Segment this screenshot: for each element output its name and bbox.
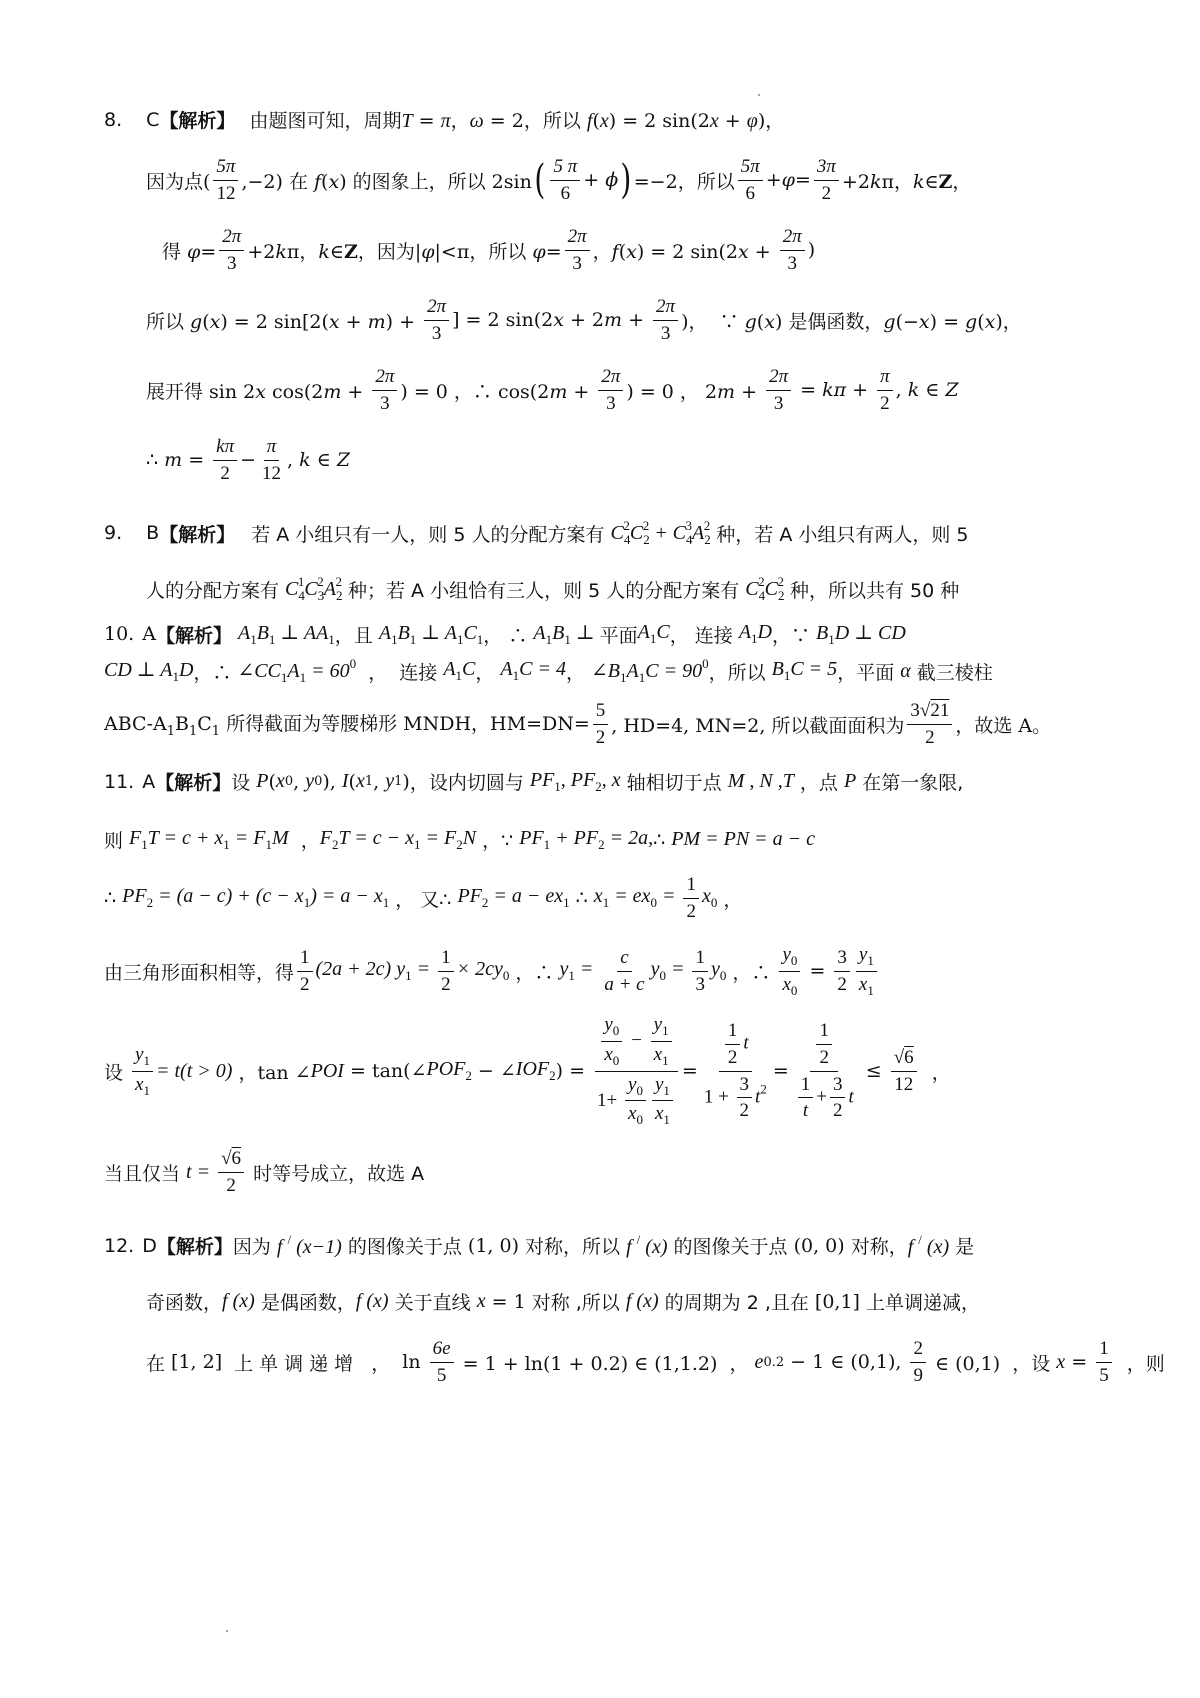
item-tag: 【解析】	[159, 110, 236, 132]
item-answer: C	[146, 108, 160, 131]
item-12-line-2: 奇函数， f (x) 是偶函数， f (x) 关于直线 x = 1 对称 ,所以 f (x) 的周期为 2 ,且在 [0,1] 上单调递减，	[146, 1290, 980, 1314]
item-11-line-6: 当且仅当 t = $\frac{√6}{2}$ 时等号成立，故选 A	[104, 1147, 425, 1196]
item-12-line-3: 在 [1, 2] 上单调递增 ， ln $\frac{6e}{5}$ = 1 + ln(1 + 0.2) ∈ (1,1.2) ， e 0.2 − 1 ∈ (0,1), $\frac{2}{9}$ ∈ (0,1) ， 设 x = $\frac{1}{5}$ ，则	[146, 1337, 1165, 1386]
item-8-line-5: 展开得 sin 2x cos(2m + $\frac{2\pi}{3}$ ) = 0 ，∴ cos(2m + $\frac{2\pi}{3}$ ) = 0 ， 2m + $\frac{2\pi}{3}$ = kπ + $\frac{\pi}{2}$ , k ∈ Z	[146, 365, 959, 414]
item-tag: 【解析】	[155, 772, 232, 794]
item-tag: 【解析】	[159, 523, 236, 546]
item-tag: 【解析】	[156, 1236, 233, 1258]
item-answer: D	[142, 1234, 157, 1257]
item-8-line-1	[104, 106, 784, 133]
item-12-line-1: 12. D 【解析】 因为 f / (x−1) 的图像关于点 (1, 0) 对称，所以 f / (x) 的图像关于点 (0, 0) 对称， f / (x) 是	[104, 1232, 975, 1258]
item-number: 8.	[104, 108, 123, 131]
item-11-line-4: 由三角形面积相等，得 $\frac{1}{2}$ (2a + 2c) $y_1$ = $\frac{1}{2}$ × $2cy_0$ ，∴ $y_1$ = $\frac{c}{a + c}$ $y_0$ = $\frac{1}{3}$ $y_0$ ，∴ $\frac{y_0}{x_0}$ = $\frac{3}{2}$ $\frac{y_1}{x_1}$	[104, 942, 880, 1000]
item-11-line-3: ∴ $PF_2 = (a - c) + (c - x_1) = a - x_1$ ， 又∴ $PF_2 = a - ex_1$ ∴ $x_1 = ex_0$ = $\frac{1}{2}$ $x_0$ ，	[104, 873, 743, 922]
item-answer: A	[142, 623, 156, 645]
item-number: 9.	[104, 522, 123, 544]
item-9-line-1: 9. B 【解析】 若 A 小组只有一人，则 5 人的分配方案有 $C_4^2C_2^2 + C_4^3A_2^2$ 种，若 A 小组只有两人，则 5	[104, 518, 969, 547]
item-8-text-1: 由题图可知，周期T = π，ω = 2，所以 f(x) = 2 sin(2x + φ)，	[249, 110, 785, 132]
scan-speck	[226, 1630, 228, 1632]
scan-speck	[758, 94, 760, 96]
item-number: 11.	[104, 770, 135, 793]
item-answer: B	[146, 522, 160, 544]
item-11-line-5: 设 $\frac{y_1}{x_1}$ = t(t > 0) ，tan ∠ POI = tan(∠ $POF_2$ − ∠ $IOF_2$ ) = $\frac{y_0}{x_0}$ − $\frac{y_1}{x_1}$ 1+ $\frac{y_0}{x_0}$ $\frac{y_1}{x_1}$ = $\frac{1}{2}$ t 1 + $\frac{3}{2}$ $t^2$ = $\frac{1}{2}$ $\frac{1}{t}$ + $\frac{3}{2}$ t ≤ $\frac{√6}{12}$ ，	[104, 1013, 951, 1128]
item-number: 10.	[104, 623, 135, 645]
item-8-line-4: 所以 g(x) = 2 sin[2(x + m) + $\frac{2\pi}{3}$ ] = 2 sin(2x + 2m + $\frac{2\pi}{3}$ )， ∵ g(x) 是偶函数，g(−x) = g(x)，	[146, 295, 1022, 344]
item-8-line-2: 因为点( $\frac{5\pi}{12}$ ,−2) 在 f(x) 的图象上，所以 2sin ( $\frac{5 \pi}{6}$ + ϕ ) =−2，所以 $\frac{5\pi}{6}$ +φ= $\frac{3\pi}{2}$ +2kπ，k∈Z，	[146, 155, 972, 204]
item-8-line-3: 得 φ= $\frac{2\pi}{3}$ +2kπ，k∈Z，因为|φ|<π，所以 φ= $\frac{2\pi}{3}$ ，f(x) = 2 sin(2x + $\frac{2\pi}{3}$ )	[162, 225, 816, 274]
item-answer: A	[142, 770, 156, 793]
item-10-line-2: CD ⊥ $A_1D$ ，∴ $\angle CC_1A_1 = 60^0$ ， 连接 $A_1C$ ， $A_1C = 4$ ， $\angle B_1A_1C = 90^0$ ，所以 $B_1C = 5$ ，平面 α 截三棱柱	[104, 656, 993, 685]
item-8-line-6: ∴ m = $\frac{k\pi}{2}$ − $\frac{\pi}{12}$ , k ∈ Z	[146, 435, 351, 484]
item-11-line-2: 则 $F_1T = c + x_1 = F_1M$ ， $F_2T = c - x_1 = F_2N$ ，∵ $PF_1 + PF_2 = 2a$, ∴ PM = PN = a − c	[104, 826, 816, 852]
item-tag: 【解析】	[155, 624, 232, 647]
item-number: 12.	[104, 1234, 135, 1257]
item-10-line-3: ABC-$A_1B_1C_1$ 所得截面为等腰梯形 MNDH，HM=DN= $\frac{5}{2}$ , HD=4, MN=2, 所以截面面积为 $\frac{3√21}{2}$ ，故选 A。	[104, 699, 1052, 748]
item-9-line-2: 人的分配方案有 $C_4^1C_3^2A_2^2$ 种；若 A 小组恰有三人，则 5 人的分配方案有 $C_4^2C_2^2$ 种，所以共有 50 种	[146, 574, 960, 603]
item-11-line-1: 11. A 【解析】 设 P ( x 0 , y 0 ), I ( x 1 , y 1 ) ，设内切圆与 $PF_1$, $PF_2$, x 轴相切于点 M , N ,T ，点 P 在第一象限,	[104, 768, 964, 794]
item-10-line-1: 10. A 【解析】 $A_1B_1$ ⊥ $AA_1$ ，且 $A_1B_1$ ⊥ $A_1C_1$ ， ∴ $A_1B_1$ ⊥ 平面 $A_1C$ ， 连接 $A_1D$ ，∵ $B_1D$ ⊥ CD	[104, 621, 906, 647]
